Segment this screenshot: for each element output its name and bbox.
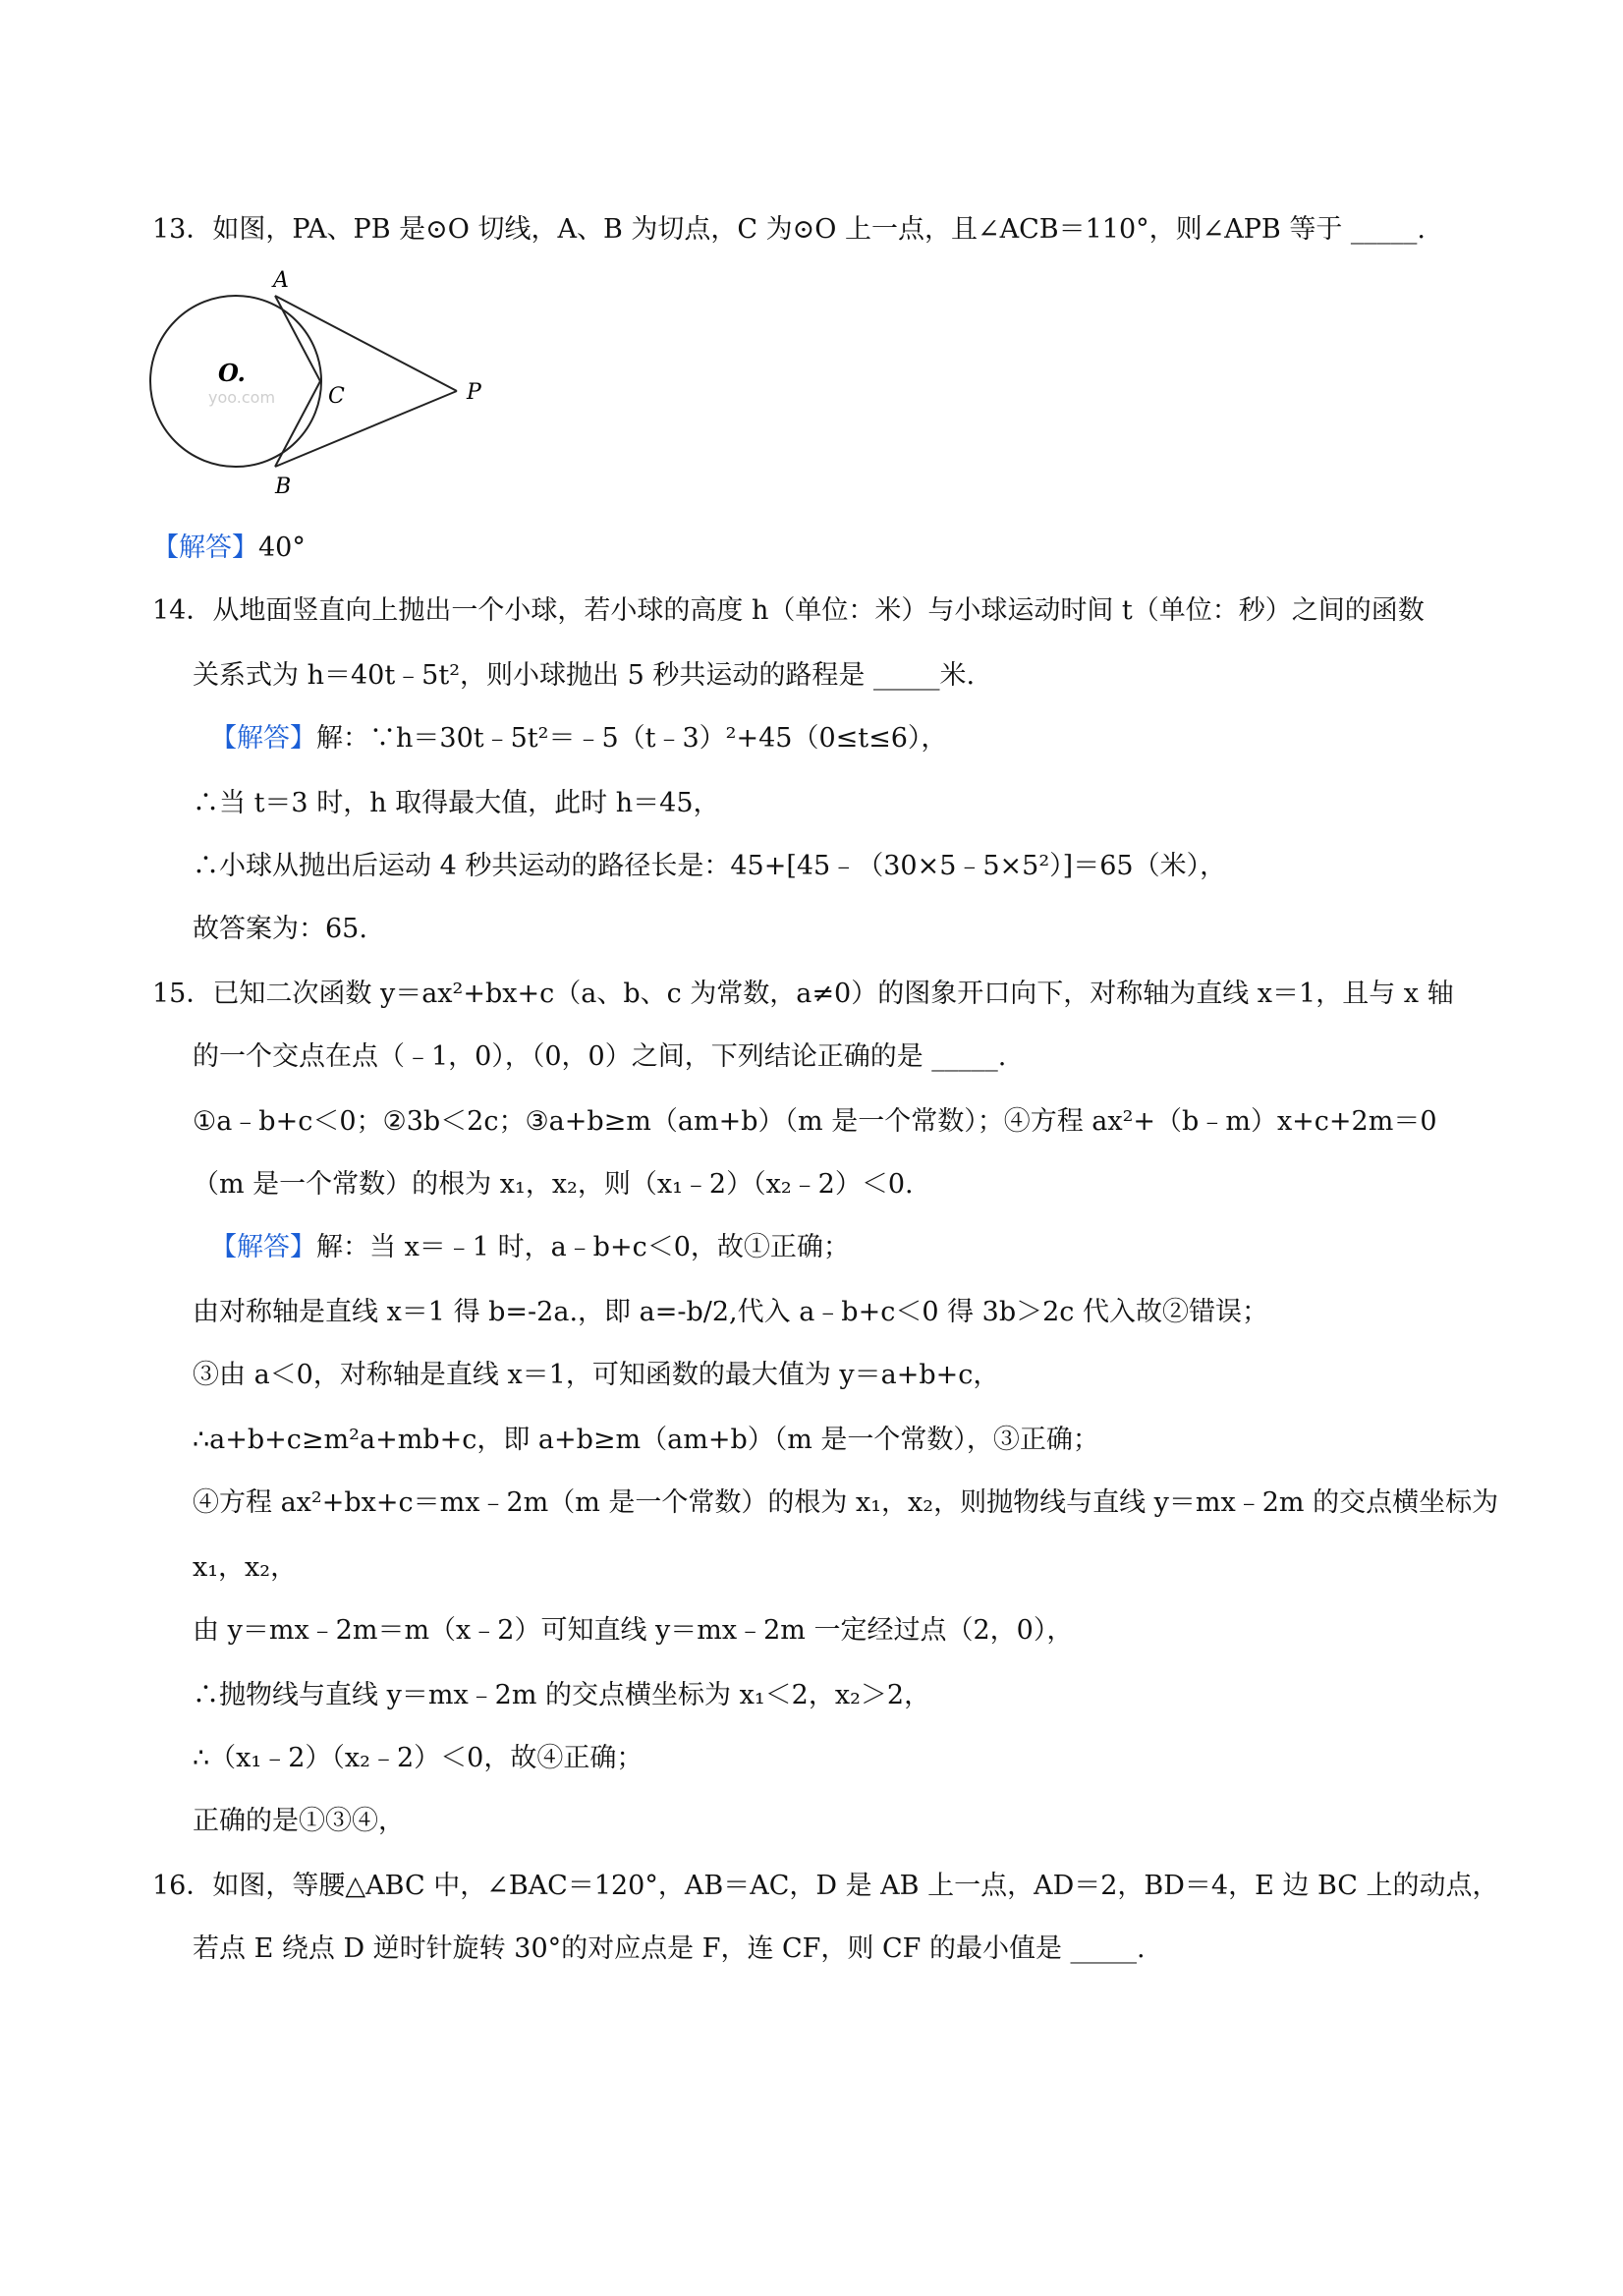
q14-solution-line2: ∴当 t＝3 时，h 取得最大值，此时 h＝45， (193, 788, 720, 818)
q14-text-line1: 14．从地面竖直向上抛出一个小球，若小球的高度 h（单位：米）与小球运动时间 t（单位：秒）之间的函数 (152, 595, 1425, 626)
tangent-pb (275, 391, 457, 467)
q15-text-line1: 15．已知二次函数 y＝ax²+bx+c（a、b、c 为常数，a≠0）的图象开口向下，对称轴为直线 x＝1，且与 x 轴 (152, 979, 1454, 1009)
chord-bc (275, 381, 320, 467)
q15-solution-line1: 【解答】解：当 x＝﹣1 时，a﹣b+c＜0，故①正确； (210, 1232, 850, 1262)
watermark: yoo.com (208, 388, 276, 407)
q14-solution-line1: 【解答】解：∵h＝30t﹣5t²＝﹣5（t﹣3）²+45（0≤t≤6）， (210, 723, 948, 754)
q15-solution-line9: ∴（x₁﹣2）（x₂﹣2）＜0，故④正确； (193, 1743, 644, 1773)
q15-solution-line2: 由对称轴是直线 x＝1 得 b=-2a.，即 a=-b/2,代入 a﹣b+c＜0 得 3b＞2c 代入故②错误； (193, 1297, 1269, 1327)
q15-text-line2: 的一个交点在点（﹣1，0），（0，0）之间，下列结论正确的是 _____. (193, 1041, 1007, 1072)
q14-solution-line3: ∴小球从抛出后运动 4 秒共运动的路径长是：45+[45﹣（30×5﹣5×5²）]＝65（米）， (193, 851, 1227, 881)
label-o: O. (218, 359, 246, 387)
q14-text-line2: 关系式为 h＝40t﹣5t²，则小球抛出 5 秒共运动的路程是 _____米. (193, 660, 976, 691)
q15-solution-line5: ④方程 ax²+bx+c＝mx﹣2m（m 是一个常数）的根为 x₁，x₂，则抛物线与直线 y＝mx﹣2m 的交点横坐标为 (193, 1487, 1499, 1518)
label-p: P (467, 380, 481, 405)
q15-solution-line7: 由 y＝mx﹣2m＝m（x﹣2）可知直线 y＝mx﹣2m 一定经过点（2，0）， (193, 1615, 1074, 1646)
q16-text-line1: 16．如图，等腰△ABC 中，∠BAC＝120°，AB＝AC，D 是 AB 上一点，AD＝2，BD＝4，E 边 BC 上的动点， (152, 1871, 1499, 1901)
tangent-pa (275, 296, 457, 391)
q16-text-line2: 若点 E 绕点 D 逆时针旋转 30°的对应点是 F，连 CF，则 CF 的最小值是 _____. (193, 1933, 1146, 1964)
label-c: C (328, 384, 345, 409)
answer-tag: 【解答】 (152, 532, 258, 563)
q15-options-line2: （m 是一个常数）的根为 x₁，x₂，则（x₁﹣2）（x₂﹣2）＜0. (193, 1169, 914, 1200)
q13-text: 13．如图，PA、PB 是⊙O 切线，A、B 为切点，C 为⊙O 上一点，且∠ACB＝110°，则∠APB 等于 _____. (152, 214, 1427, 245)
label-a: A (273, 268, 289, 293)
q15-options-line1: ①a﹣b+c＜0；②3b＜2c；③a+b≥m（am+b）（m 是一个常数）；④方程 ax²+（b﹣m）x+c+2m＝0 (193, 1106, 1437, 1137)
answer-tag: 【解答】 (210, 1232, 316, 1262)
q15-solution-line3: ③由 a＜0，对称轴是直线 x＝1，可知函数的最大值为 y＝a+b+c， (193, 1360, 1000, 1390)
label-b: B (275, 475, 292, 499)
tangent-circle-diagram (147, 265, 501, 501)
q13-figure (147, 265, 501, 501)
q15-solution-line6: x₁，x₂， (193, 1552, 298, 1583)
q13-answer: 【解答】40° (152, 532, 306, 563)
q15-solution-line4: ∴a+b+c≥m²a+mb+c，即 a+b≥m（am+b）（m 是一个常数），③正确； (193, 1425, 1099, 1455)
answer-tag: 【解答】 (210, 723, 316, 754)
q15-answer: 正确的是①③④， (193, 1806, 405, 1836)
q14-answer: 故答案为：65. (193, 914, 367, 944)
q15-solution-line8: ∴抛物线与直线 y＝mx﹣2m 的交点横坐标为 x₁＜2，x₂＞2， (193, 1680, 931, 1710)
